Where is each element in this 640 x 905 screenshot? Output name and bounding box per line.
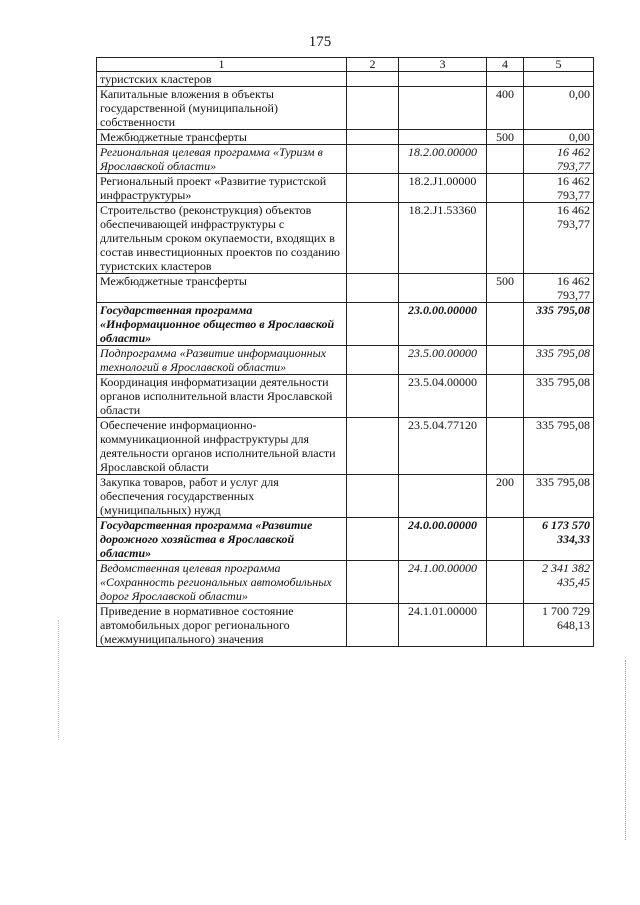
row-amount: 335 795,08	[524, 375, 594, 418]
row-code	[399, 475, 487, 518]
row-code: 23.0.00.00000	[399, 303, 487, 346]
row-name: туристских кластеров	[97, 72, 347, 87]
row-empty-cell	[347, 418, 399, 475]
row-empty-cell	[347, 475, 399, 518]
table-row	[97, 561, 594, 604]
row-name: Региональная целевая программа «Туризм в Ярославской области»	[97, 145, 347, 174]
row-name: Закупка товаров, работ и услуг для обеспечения государственных (муниципальных) нужд	[97, 475, 347, 518]
row-empty-cell	[347, 346, 399, 375]
row-code	[399, 130, 487, 145]
row-name: Государственная программа «Развитие дорожного хозяйства в Ярославской области»	[97, 518, 347, 561]
row-expense-type	[487, 518, 524, 561]
row-name: Государственная программа «Информационное общество в Ярославской области»	[97, 303, 347, 346]
scan-margin-mark	[625, 660, 628, 840]
table-header-row	[97, 58, 594, 72]
column-header-2: 2	[347, 58, 399, 72]
row-amount: 0,00	[524, 130, 594, 145]
row-expense-type: 500	[487, 274, 524, 303]
row-name: Ведомственная целевая программа «Сохранность региональных автомобильных дорог Ярославской области»	[97, 561, 347, 604]
row-code: 24.0.00.00000	[399, 518, 487, 561]
row-expense-type: 400	[487, 87, 524, 130]
row-name: Строительство (реконструкция) объектов обеспечивающей инфраструктуры с длительным сроком окупаемости, входящих в состав инвестиционных проектов по созданию туристских кластеров	[97, 203, 347, 274]
table-row	[97, 418, 594, 475]
row-expense-type	[487, 604, 524, 647]
budget-table	[96, 57, 594, 647]
row-empty-cell	[347, 561, 399, 604]
table-row	[97, 518, 594, 561]
row-empty-cell	[347, 145, 399, 174]
table-row	[97, 145, 594, 174]
row-empty-cell	[347, 203, 399, 274]
column-header-5: 5	[524, 58, 594, 72]
row-name: Межбюджетные трансферты	[97, 130, 347, 145]
table-row	[97, 72, 594, 87]
row-amount: 16 462 793,77	[524, 274, 594, 303]
row-code: 23.5.04.00000	[399, 375, 487, 418]
table-row	[97, 87, 594, 130]
row-empty-cell	[347, 87, 399, 130]
table-row	[97, 174, 594, 203]
row-expense-type	[487, 418, 524, 475]
column-header-4: 4	[487, 58, 524, 72]
row-expense-type: 500	[487, 130, 524, 145]
row-name: Подпрограмма «Развитие информационных технологий в Ярославской области»	[97, 346, 347, 375]
table-row	[97, 475, 594, 518]
row-empty-cell	[347, 174, 399, 203]
row-empty-cell	[347, 518, 399, 561]
budget-table-body	[97, 58, 594, 647]
row-code	[399, 274, 487, 303]
row-name: Региональный проект «Развитие туристской инфраструктуры»	[97, 174, 347, 203]
row-expense-type	[487, 72, 524, 87]
row-code: 24.1.00.00000	[399, 561, 487, 604]
row-expense-type	[487, 145, 524, 174]
row-expense-type	[487, 346, 524, 375]
row-code: 18.2.J1.00000	[399, 174, 487, 203]
column-header-1: 1	[97, 58, 347, 72]
row-empty-cell	[347, 274, 399, 303]
row-name: Межбюджетные трансферты	[97, 274, 347, 303]
table-row	[97, 346, 594, 375]
row-empty-cell	[347, 72, 399, 87]
row-name: Координация информатизации деятельности органов исполнительной власти Ярославской области	[97, 375, 347, 418]
row-code: 18.2.J1.53360	[399, 203, 487, 274]
row-amount: 6 173 570 334,33	[524, 518, 594, 561]
table-row	[97, 203, 594, 274]
row-amount: 335 795,08	[524, 303, 594, 346]
row-amount: 16 462 793,77	[524, 203, 594, 274]
row-code	[399, 87, 487, 130]
table-row	[97, 274, 594, 303]
row-expense-type	[487, 303, 524, 346]
row-name: Приведение в нормативное состояние автомобильных дорог регионального (межмуниципального) значения	[97, 604, 347, 647]
row-empty-cell	[347, 375, 399, 418]
row-expense-type	[487, 375, 524, 418]
row-empty-cell	[347, 303, 399, 346]
row-expense-type	[487, 561, 524, 604]
row-amount: 2 341 382 435,45	[524, 561, 594, 604]
row-code: 23.5.00.00000	[399, 346, 487, 375]
table-row	[97, 303, 594, 346]
row-amount: 16 462 793,77	[524, 174, 594, 203]
page-number: 175	[308, 34, 332, 50]
scan-margin-mark-left	[58, 620, 61, 740]
row-code: 23.5.04.77120	[399, 418, 487, 475]
row-amount: 0,00	[524, 87, 594, 130]
row-code: 24.1.01.00000	[399, 604, 487, 647]
row-code	[399, 72, 487, 87]
row-name: Капитальные вложения в объекты государственной (муниципальной) собственности	[97, 87, 347, 130]
table-row	[97, 375, 594, 418]
row-expense-type	[487, 203, 524, 274]
row-expense-type: 200	[487, 475, 524, 518]
row-code: 18.2.00.00000	[399, 145, 487, 174]
row-amount	[524, 72, 594, 87]
row-expense-type	[487, 174, 524, 203]
row-amount: 335 795,08	[524, 418, 594, 475]
row-amount: 335 795,08	[524, 346, 594, 375]
row-amount: 1 700 729 648,13	[524, 604, 594, 647]
row-empty-cell	[347, 604, 399, 647]
row-amount: 16 462 793,77	[524, 145, 594, 174]
row-empty-cell	[347, 130, 399, 145]
table-row	[97, 130, 594, 145]
row-amount: 335 795,08	[524, 475, 594, 518]
row-name: Обеспечение информационно-коммуникационной инфраструктуры для деятельности органов исполнительной власти Ярославской области	[97, 418, 347, 475]
column-header-3: 3	[399, 58, 487, 72]
table-row	[97, 604, 594, 647]
